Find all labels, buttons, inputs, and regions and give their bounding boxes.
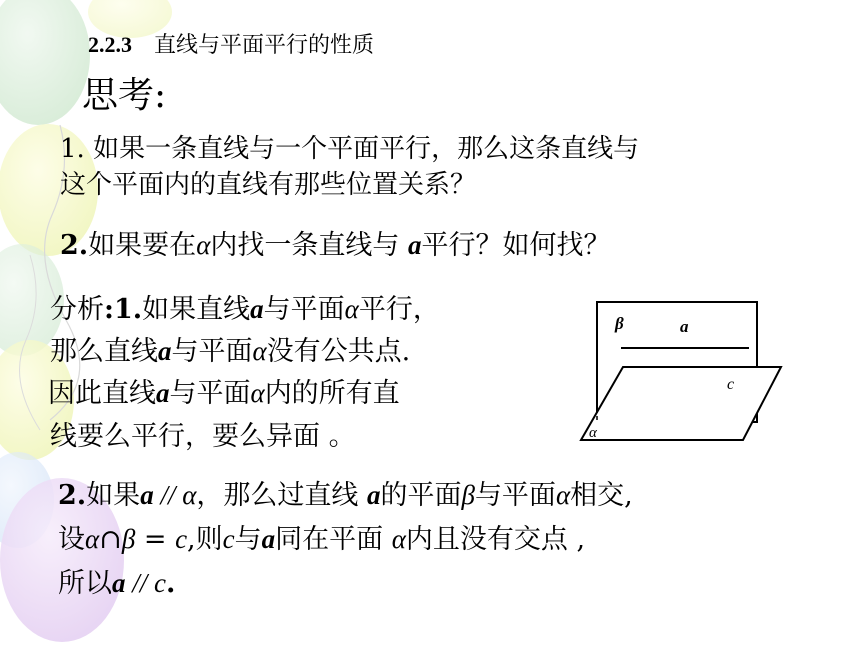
intersection-symbol: ∩ (99, 524, 122, 555)
symbol-c: c (175, 524, 188, 554)
an2-text-1: 那么直线 (50, 336, 158, 367)
q2-text-2: 内找一条直线与 (210, 230, 408, 261)
p2b-text-1: 设 (58, 524, 85, 555)
symbol-alpha: α (85, 524, 100, 554)
an2-text-2: 与平面 (171, 336, 253, 367)
p2b-text-2: ,则 (187, 524, 223, 555)
point-2-line-3 (58, 570, 175, 597)
symbol-a: a (366, 480, 381, 510)
symbol-alpha: α (196, 230, 211, 260)
parallel-symbol: // (125, 568, 155, 598)
section-title: 直线与平面平行的性质 (154, 33, 375, 58)
symbol-c: c (222, 524, 235, 554)
symbol-a: a (156, 378, 170, 408)
planes-diagram (575, 290, 785, 445)
symbol-a: a (140, 480, 154, 510)
symbol-alpha: α (555, 480, 571, 510)
an1-text-3: 如果直线 (142, 294, 251, 325)
analysis-line-2 (50, 338, 410, 365)
symbol-alpha: α (182, 480, 197, 510)
p2a-text-3: 的平面 (380, 480, 462, 511)
symbol-alpha: α (391, 524, 406, 554)
balloon-green (0, 0, 90, 125)
an3-text-2: 与平面 (169, 378, 251, 409)
symbol-alpha: α (252, 336, 267, 366)
question-2-number: 2. (60, 230, 89, 261)
an1-text-2: :1. (104, 294, 143, 325)
an2-text-3: 没有公共点. (266, 336, 411, 367)
p2a-text-5: 相交, (570, 480, 633, 511)
an4-text-1: 线要么平行，要么异面 。 (50, 421, 356, 452)
q2-text-3: 平行？如何找？ (421, 230, 611, 261)
question-1-line-1: 1. 如果一条直线与一个平面平行，那么这条直线与 (60, 134, 640, 164)
page-title (88, 34, 374, 57)
an1-text-5: 平行， (358, 294, 440, 325)
question-2 (60, 232, 610, 259)
symbol-a: a (112, 568, 126, 598)
label-a: a (680, 317, 689, 336)
p2a-text-2: ，那么过直线 (196, 480, 367, 511)
symbol-a: a (261, 524, 276, 554)
label-alpha: α (589, 425, 597, 441)
analysis-line-1 (50, 296, 440, 323)
p2a-text-4: 与平面 (474, 480, 556, 511)
p2c-text-1: 所以 (58, 568, 112, 599)
p2b-text-5: 内且没有交点 , (405, 524, 586, 555)
an1-text-1: 分析 (50, 294, 104, 325)
symbol-a: a (407, 230, 422, 260)
symbol-beta: β (461, 480, 475, 510)
symbol-alpha: α (344, 294, 359, 324)
label-c: c (727, 376, 735, 393)
an3-text-3: 内的所有直 (264, 378, 400, 409)
analysis-line-3 (48, 380, 400, 407)
symbol-c: c (154, 568, 166, 598)
analysis-line-4 (50, 423, 356, 450)
an1-text-4: 与平面 (263, 294, 345, 325)
point-2-line-1 (58, 482, 633, 509)
equals-symbol: = (135, 524, 176, 555)
parallel-symbol: // (153, 480, 183, 510)
p2b-text-4: 同在平面 (275, 524, 392, 555)
section-number: 2.2.3 (88, 32, 132, 57)
p2b-text-3: 与 (234, 524, 262, 555)
label-beta: β (615, 314, 624, 333)
an3-text-1: 因此直线 (48, 378, 156, 409)
point-2-number: 2. (58, 480, 87, 511)
point-2-line-2 (58, 526, 585, 553)
symbol-a: a (158, 336, 172, 366)
period: . (166, 568, 176, 599)
symbol-alpha: α (250, 378, 265, 408)
thinking-heading: 思考: (82, 75, 167, 116)
p2a-text-1: 如果 (86, 480, 141, 511)
symbol-beta: β (121, 524, 136, 554)
q2-text-1: 如果要在 (88, 230, 197, 261)
question-1-line-2: 这个平面内的直线有那些位置关系？ (60, 170, 477, 200)
symbol-a: a (250, 294, 264, 324)
